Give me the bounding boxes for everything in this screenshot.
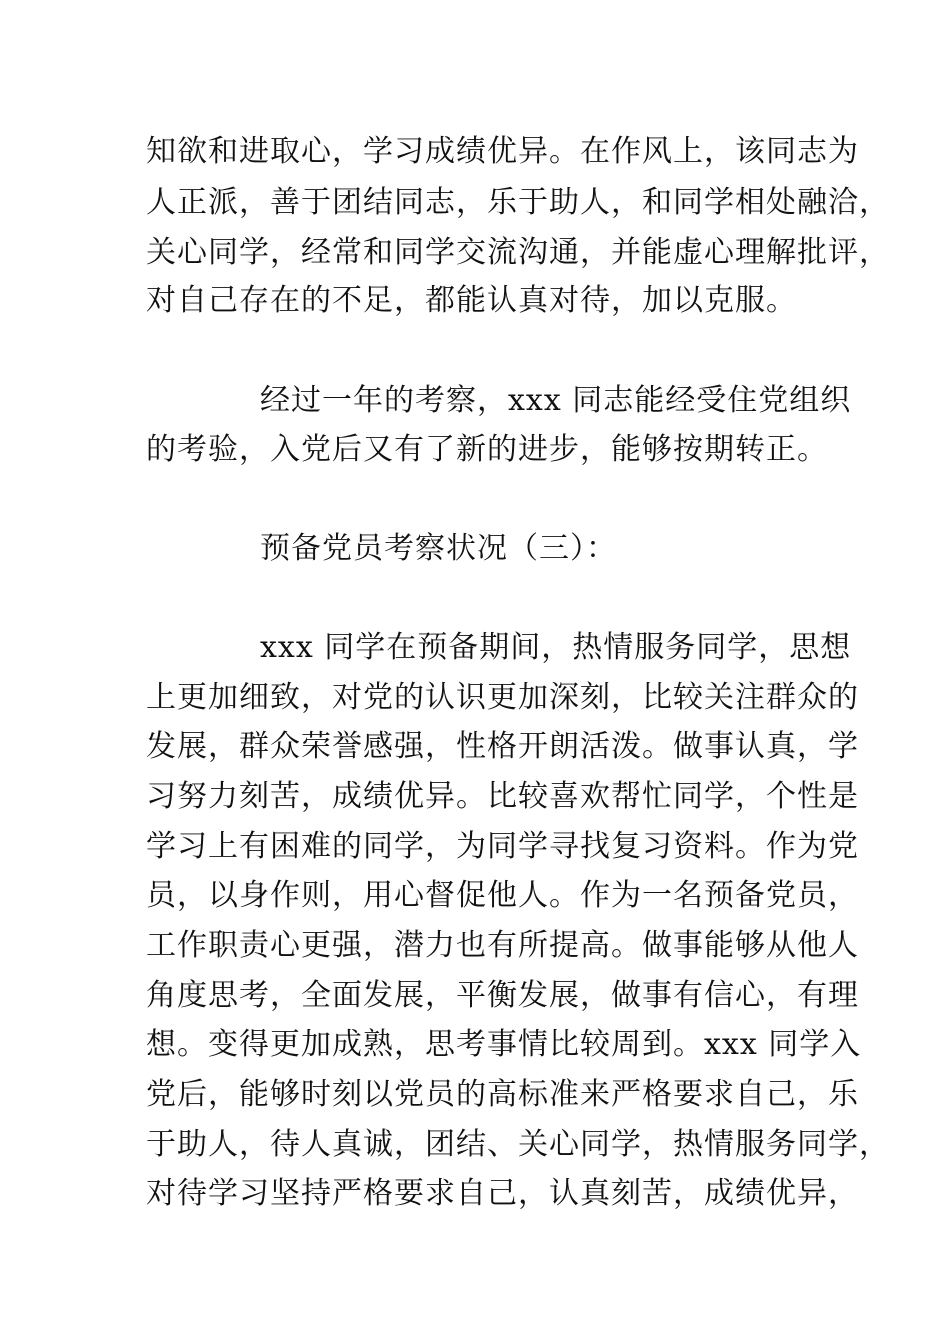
paragraph-3-line-11: 于助人，待人真诚，团结、关心同学，热情服务同学， (146, 1127, 890, 1162)
paragraph-3-line-3: 发展，群众荣誉感强，性格开朗活泼。做事认真，学 (146, 729, 859, 764)
paragraph-3-line-5: 学习上有困难的同学，为同学寻找复习资料。作为党 (146, 829, 859, 864)
paragraph-1-line-3: 关心同学，经常和同学交流沟通，并能虚心理解批评， (146, 235, 890, 270)
paragraph-1-line-4: 对自己存在的不足，都能认真对待，加以克服。 (146, 283, 797, 318)
paragraph-3-line-2: 上更加细致，对党的认识更加深刻，比较关注群众的 (146, 680, 859, 715)
paragraph-3-line-7: 工作职责心更强，潜力也有所提高。做事能够从他人 (146, 928, 859, 963)
paragraph-3-line-8: 角度思考，全面发展，平衡发展，做事有信心，有理 (146, 978, 859, 1013)
paragraph-3-line-6: 员，以身作则，用心督促他人。作为一名预备党员， (146, 878, 859, 913)
paragraph-3-line-9: 想。变得更加成熟，思考事情比较周到。xxx 同学入 (146, 1027, 862, 1062)
paragraph-3-line-4: 习努力刻苦，成绩优异。比较喜欢帮忙同学，个性是 (146, 779, 859, 814)
section-heading: 预备党员考察状况（三）： (260, 531, 617, 566)
paragraph-3-line-10: 党后，能够时刻以党员的高标准来严格要求自己，乐 (146, 1077, 859, 1112)
paragraph-2-line-2: 的考验，入党后又有了新的进步，能够按期转正。 (146, 432, 828, 467)
paragraph-3-line-1: xxx 同学在预备期间，热情服务同学，思想 (260, 630, 852, 665)
paragraph-1-line-2: 人正派，善于团结同志，乐于助人，和同学相处融洽， (146, 185, 890, 220)
paragraph-3-line-12: 对待学习坚持严格要求自己，认真刻苦，成绩优异， (146, 1176, 859, 1211)
paragraph-2-line-1: 经过一年的考察，xxx 同志能经受住党组织 (260, 383, 852, 418)
paragraph-1-line-1: 知欲和进取心，学习成绩优异。在作风上，该同志为 (146, 134, 859, 169)
